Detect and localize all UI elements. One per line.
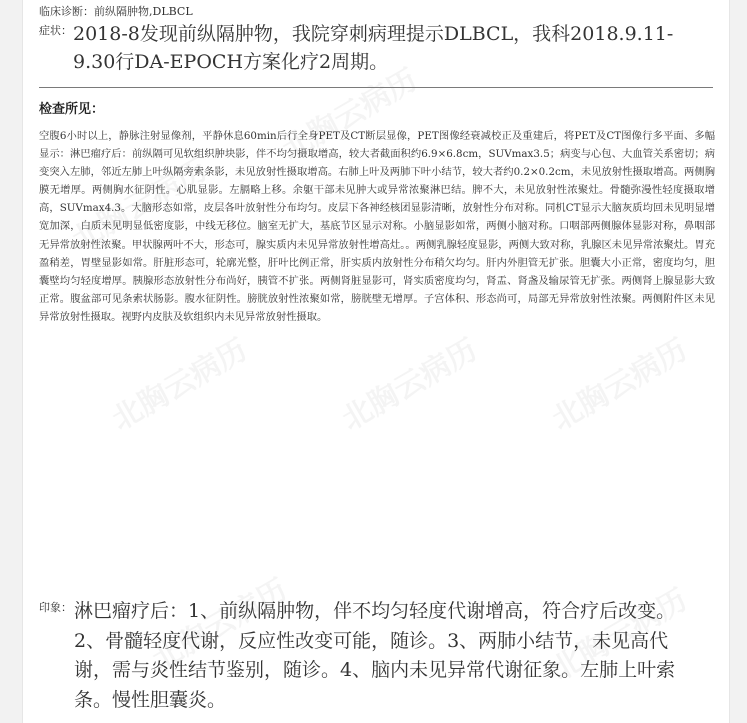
clinical-diagnosis-value: 前纵隔肿物,DLBCL [94, 5, 193, 18]
findings-title: 检查所见： [39, 102, 105, 117]
impression-text: 淋巴瘤疗后：1、前纵隔肿物，伴不均匀轻度代谢增高，符合疗后改变。2、骨髓轻度代谢，反应性改变可能，随诊。3、两肺小结节，未见高代谢，需与炎性结节鉴别，随诊。4、脑内未见异常代谢征象。左肺上叶索条。慢性胆囊炎。 [74, 600, 676, 711]
section-divider [39, 87, 713, 88]
clinical-diagnosis-label: 临床诊断： [39, 5, 94, 18]
watermark [542, 325, 694, 438]
findings-text: 空腹6小时以上，静脉注射显像剂，平静休息60min后行全身PET及CT断层显像，PET图像经衰减校正及重建后，将PET及CT图像行多平面、多幅显示：淋巴瘤疗后：前纵隔可见软组织肿块影，伴不均匀摄取增高，较大者截面积约6.9×6.8cm，SUVmax3.5；病变与心包、大血管关系密切；病变突入左肺，邻近左肺上叶纵隔旁索条影，未见放射性摄取增高。右肺上叶及两肺下叶小结节，较大者约0.2×0.2cm，未见放射性摄取增高。两侧胸膜无增厚。两侧胸水征阴性。心肌显影。左膈略上移。余躯干部未见肿大或异常浓聚淋巴结。脾不大，未见放射性浓聚灶。骨髓弥漫性轻度摄取增高，SUVmax4.3。大脑形态如常，皮层各叶放射性分布均匀。皮层下各神经核团显影清晰，放射性分布对称。同机CT显示大脑灰质均回未见明显增宽加深，白质未见明显低密度影，中线无移位。脑室无扩大，基底节区显示对称。小脑显影如常，两侧小脑对称。口咽部两侧腺体显影对称，鼻咽部无异常放射性浓聚。甲状腺两叶不大，形态可，腺实质内未见异常放射性增高灶。。两侧乳腺轻度显影，两侧大致对称，乳腺区未见异常浓聚灶。胃充盈稍差，胃壁显影如常。肝脏形态可，轮廓光整，肝叶比例正常，肝实质内放射性分布稍欠均匀。肝内外胆管无扩张。胆囊大小正常，密度均匀，胆囊壁均匀轻度增厚。胰腺形态放射性分布尚好，胰管不扩张。两侧肾脏显影可，肾实质密度均匀，肾盂、肾盏及输尿管无扩张。两侧肾上腺显影大致正常。腹盆部可见条索状肠影。腹水征阴性。膀胱放射性浓聚如常，膀胱壁无增厚。子宫体积、形态尚可，局部无异常放射性浓聚。两侧附件区未见异常放射性摄取。视野内皮肤及软组织内未见异常放射性摄取。 [39, 130, 715, 323]
report-sheet [22, 0, 730, 723]
symptom-text: 2018-8发现前纵隔肿物，我院穿刺病理提示DLBCL，我科2018.9.11-9.30行DA-EPOCH方案化疗2周期。 [73, 23, 674, 73]
symptom-label: 症状： [39, 24, 72, 37]
impression-label: 印象： [39, 601, 72, 614]
clinical-diagnosis-row [39, 3, 193, 19]
watermark [332, 325, 484, 438]
watermark [102, 325, 254, 438]
